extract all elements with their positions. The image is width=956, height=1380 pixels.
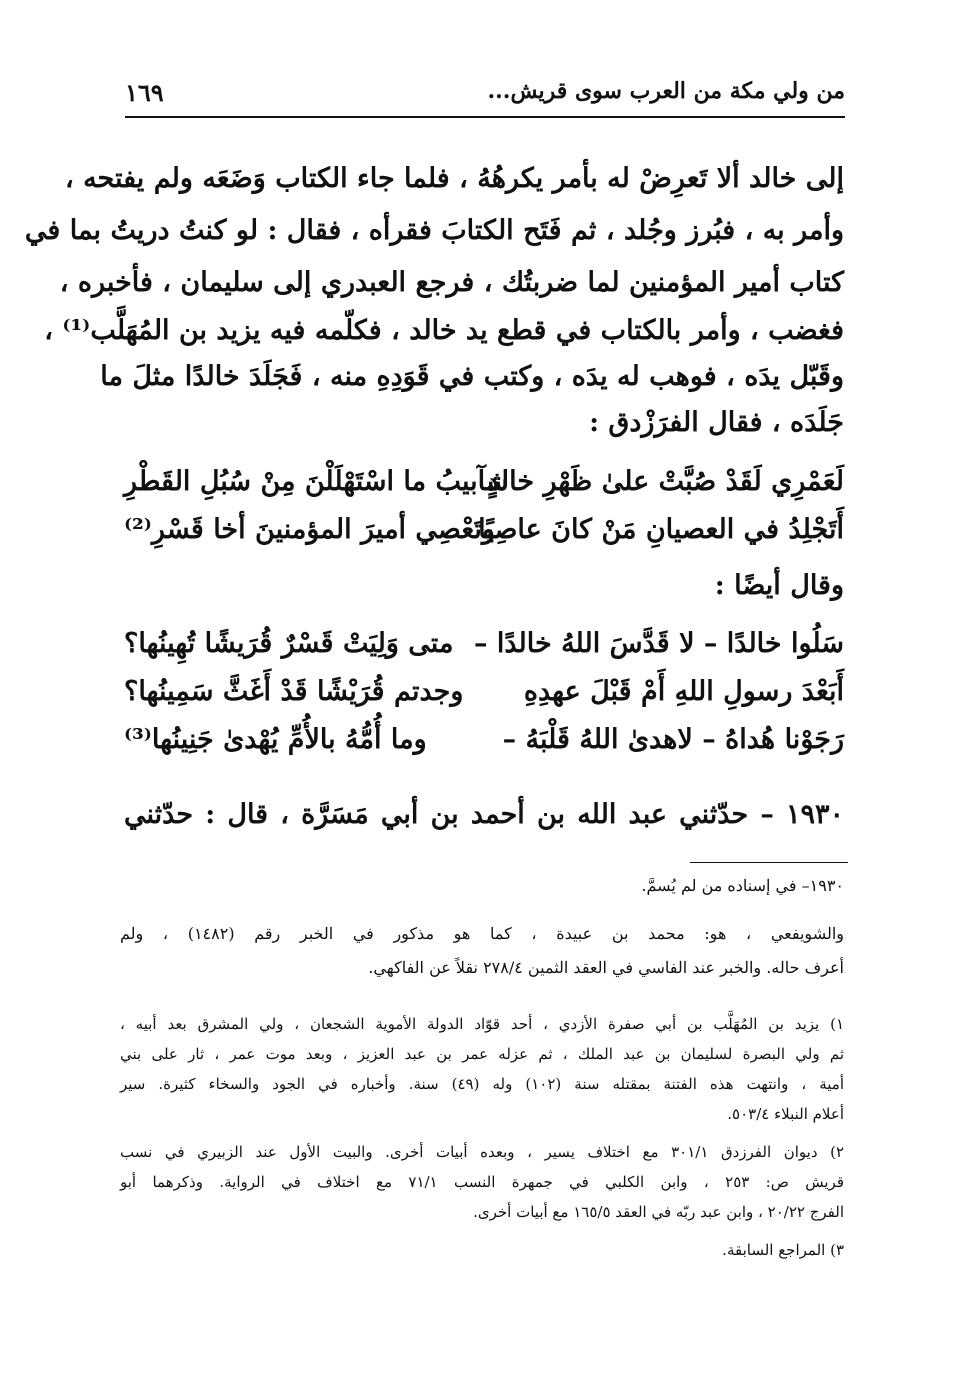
verse-first-hemistich: سَلُوا خالدًا – لا قَدَّسَ اللهُ خالدًا – [473,628,844,659]
body-line: كتاب أمير المؤمنين لما ضربتُك ، فرجع العبدري إلى سليمان ، فأخبره ، [59,267,844,298]
footnote-line: الفرج ٢٠/٢٢ ، وابن عبد ربّه في العقد ١٦٥/٥ مع أبيات أخرى. [473,1203,844,1221]
poem-verse [124,720,844,764]
verse-first-hemistich: لَعَمْرِي لَقَدْ صُبَّتْ علىٰ ظَهْرِ خالدٍ [486,466,844,497]
body-line: جَلَدَه ، فقال الفرَزْدق : [589,407,844,438]
verse-first-hemistich: أَبَعْدَ رسولِ اللهِ أَمْ قَبْلَ عهدِهِ [523,676,844,707]
verse-second-hemistich: وما أُمُّهُ بالأُمِّ يُهْدىٰ جَنِينُها⁽³⁾ [124,724,427,755]
footnote-separator [690,862,848,863]
footnote-line: قريش ص: ٢٥٣ ، وابن الكلبي في جمهرة النسب ٧١/١ مع اختلاف في الرواية. وذكرهما أبو [120,1173,844,1191]
page-number: ١٦٩ [125,78,164,107]
poem-intro: وقال أيضًا : [714,570,844,601]
poem-verse [124,510,844,554]
footnote-line: أعرف حاله. والخبر عند الفاسي في العقد الثمين ٢٧٨/٤ نقلاً عن الفاكهي. [368,958,844,977]
verse-first-hemistich: أَتَجْلِدُ في العصيانِ مَنْ كانَ عاصِيًا [478,514,844,545]
verse-second-hemistich: متى وَلِيَتْ قَسْرٌ قُرَيشًا تُهِينُها؟ [124,628,454,659]
verse-first-hemistich: رَجَوْنا هُداهُ – لاهدىٰ اللهُ قَلْبَهُ – [502,724,844,755]
footnote-line: ثم ولي البصرة لسليمان بن عبد الملك ، ثم عزله عمر بن عبد العزيز ، وبعد موت عمر ، ثار على بني [120,1045,844,1063]
footnote-line: أمية ، وانتهت هذه الفتنة بمقتله سنة (١٠٢) وله (٤٩) سنة. وأخباره في الجود والسخاء كثيرة. سير [120,1075,844,1093]
footnote-line: ٢) ديوان الفرزدق ٣٠١/١ مع اختلاف يسير ، وبعده أبيات أخرى. والبيت الأول عند الزبيري في نسب [120,1143,845,1161]
verse-second-hemistich: وتَعْصِي أميرَ المؤمنينَ أخا قَسْرِ⁽²⁾ [124,514,495,545]
header-rule [125,116,845,118]
body-line: فغضب ، وأمر بالكتاب في قطع يد خالد ، فكلّمه فيه يزيد بن المُهَلَّب⁽¹⁾ ، [44,315,844,346]
footnote-line: ١) يزيد بن المُهَلَّب بن أبي صفرة الأزدي ، أحد قوّاد الدولة الأموية الشجعان ، ولي المشرق بعد أبيه ، [120,1015,844,1033]
poem-verse [124,462,844,506]
poem-verse [124,624,844,668]
body-line: وقَبّل يدَه ، فوهب له يدَه ، وكتب في قَوَدِهِ منه ، فَجَلَدَ خالدًا مثلَ ما [100,361,844,392]
running-header [125,78,845,110]
next-report-line: ١٩٣٠ – حدّثني عبد الله بن أحمد بن أبي مَسَرَّة ، قال : حدّثني [124,799,844,830]
poem-verse [124,672,844,716]
footnote-line: والشويفعي ، هو: محمد بن عبيدة ، كما هو مذكور في الخبر رقم (١٤٨٢) ، ولم [120,924,845,943]
verse-second-hemistich: وجدتم قُرَيْشًا قَدْ أَغَثَّ سَمِينُها؟ [124,676,464,707]
body-line: إلى خالد ألا تَعرِضْ له بأمر يكرهُهُ ، فلما جاء الكتاب وَضَعَه ولم يفتحه ، [64,163,844,194]
footnote-line: ١٩٣٠– في إسناده من لم يُسمَّ. [641,876,844,895]
footnote-line: ٣) المراجع السابقة. [722,1241,844,1259]
body-line: وأمر به ، فبُرز وجُلد ، ثم فَتَح الكتابَ فقرأه ، فقال : لو كنتُ دريتُ بما في [24,215,844,246]
verse-second-hemistich: شآبيبُ ما اسْتَهْلَلْنَ مِنْ سُبُلِ القَطْرِ [124,466,509,497]
chapter-title: من ولي مكة من العرب سوى قريش... [487,78,845,104]
footnote-line: أعلام النبلاء ٥٠٣/٤. [727,1105,844,1123]
